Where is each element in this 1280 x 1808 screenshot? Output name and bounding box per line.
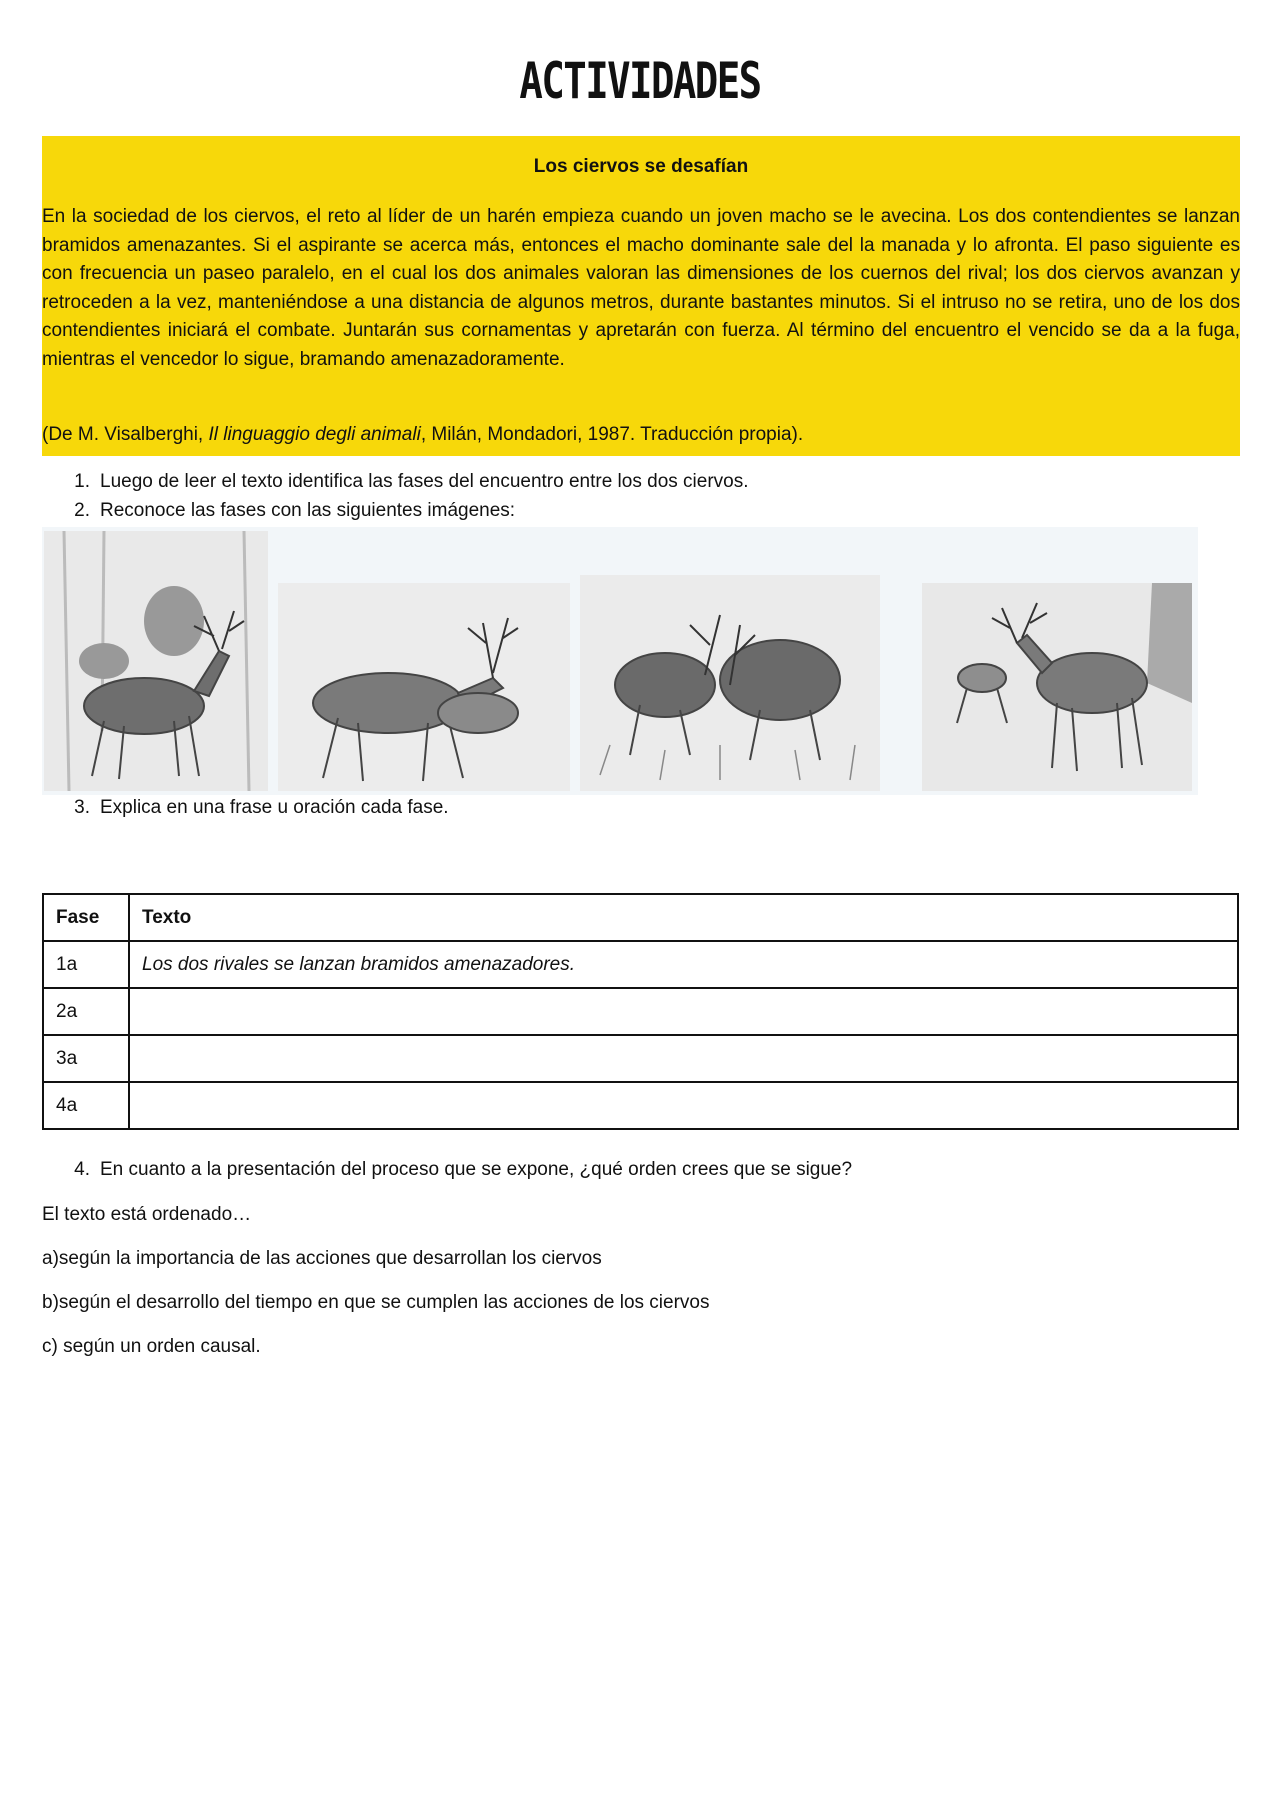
- deer-bellowing-illustration: [44, 531, 268, 791]
- reading-title: Los ciervos se desafían: [533, 156, 749, 177]
- fase-cell: 4a: [43, 1082, 129, 1129]
- table-row: [43, 1035, 1238, 1082]
- question-number: 2.: [74, 500, 90, 521]
- citation-suffix: , Milán, Mondadori, 1987. Traducción propia).: [420, 424, 804, 445]
- question-3: [60, 797, 1160, 821]
- deer-combat-illustration: [580, 575, 880, 791]
- table-row: [43, 941, 1238, 988]
- deer-image-2: [278, 583, 570, 791]
- question-1: [60, 471, 1160, 495]
- question-text: Reconoce las fases con las siguientes imágenes:: [100, 500, 516, 521]
- header-texto: Texto: [129, 894, 1238, 941]
- texto-example: Los dos rivales se lanzan bramidos amenazadores.: [142, 953, 576, 975]
- question-number: 1.: [74, 471, 90, 492]
- texto-cell[interactable]: [129, 1082, 1238, 1129]
- table-header-row: [43, 894, 1238, 941]
- table-row: [43, 1082, 1238, 1129]
- deer-image-3: [580, 575, 880, 791]
- deer-parallel-walk-illustration: [278, 583, 570, 791]
- question-number: 4.: [74, 1159, 90, 1180]
- question-2: [60, 500, 1160, 524]
- texto-cell[interactable]: [129, 1035, 1238, 1082]
- option-c: c) según un orden causal.: [42, 1336, 261, 1357]
- texto-cell[interactable]: [129, 988, 1238, 1035]
- question-text: En cuanto a la presentación del proceso que se expone, ¿qué orden crees que se sigue?: [100, 1159, 853, 1180]
- texto-cell[interactable]: [129, 941, 1238, 988]
- fase-cell: 2a: [43, 988, 129, 1035]
- deer-flight-illustration: [922, 583, 1192, 791]
- table-row: [43, 988, 1238, 1035]
- deer-images-strip: [42, 527, 1198, 795]
- deer-image-1: [44, 531, 268, 791]
- citation: [42, 424, 1240, 446]
- answer-intro: El texto está ordenado…: [42, 1204, 252, 1225]
- question-4: [60, 1159, 1160, 1183]
- fase-cell: 3a: [43, 1035, 129, 1082]
- question-number: 3.: [74, 797, 90, 818]
- phases-table: [42, 893, 1239, 1130]
- question-text: Luego de leer el texto identifica las fases del encuentro entre los dos ciervos.: [100, 471, 749, 492]
- option-a: a)según la importancia de las acciones que desarrollan los ciervos: [42, 1248, 602, 1269]
- citation-book-title: Il linguaggio degli animali: [208, 424, 421, 445]
- citation-prefix: (De M. Visalberghi,: [42, 424, 209, 445]
- reading-body: En la sociedad de los ciervos, el reto al líder de un harén empieza cuando un joven macho se le avecina. Los dos contendientes se lanzan bramidos amenazantes. Si el aspirante se acerca más, entonces el macho dominante sale del la manada y lo afronta. El paso siguiente es con frecuencia un paseo paralelo, en el cual los dos animales valoran las dimensiones de los cuernos del rival; los dos ciervos avanzan y retroceden a la vez, manteniéndose a una distancia de algunos metros, durante bastantes minutos. Si el intruso no se retira, uno de los dos contendientes iniciará el combate. Juntarán sus cornamentas y apretarán con fuerza. Al término del encuentro el vencido se da a la fuga, mientras el vencedor lo sigue, bramando amenazadoramente.: [42, 206, 1240, 370]
- header-fase: Fase: [43, 894, 129, 941]
- page-title: ACTIVIDADES: [519, 52, 761, 110]
- fase-cell: 1a: [43, 941, 129, 988]
- deer-image-4: [922, 583, 1192, 791]
- question-text: Explica en una frase u oración cada fase.: [100, 797, 449, 818]
- option-b: b)según el desarrollo del tiempo en que se cumplen las acciones de los ciervos: [42, 1292, 710, 1313]
